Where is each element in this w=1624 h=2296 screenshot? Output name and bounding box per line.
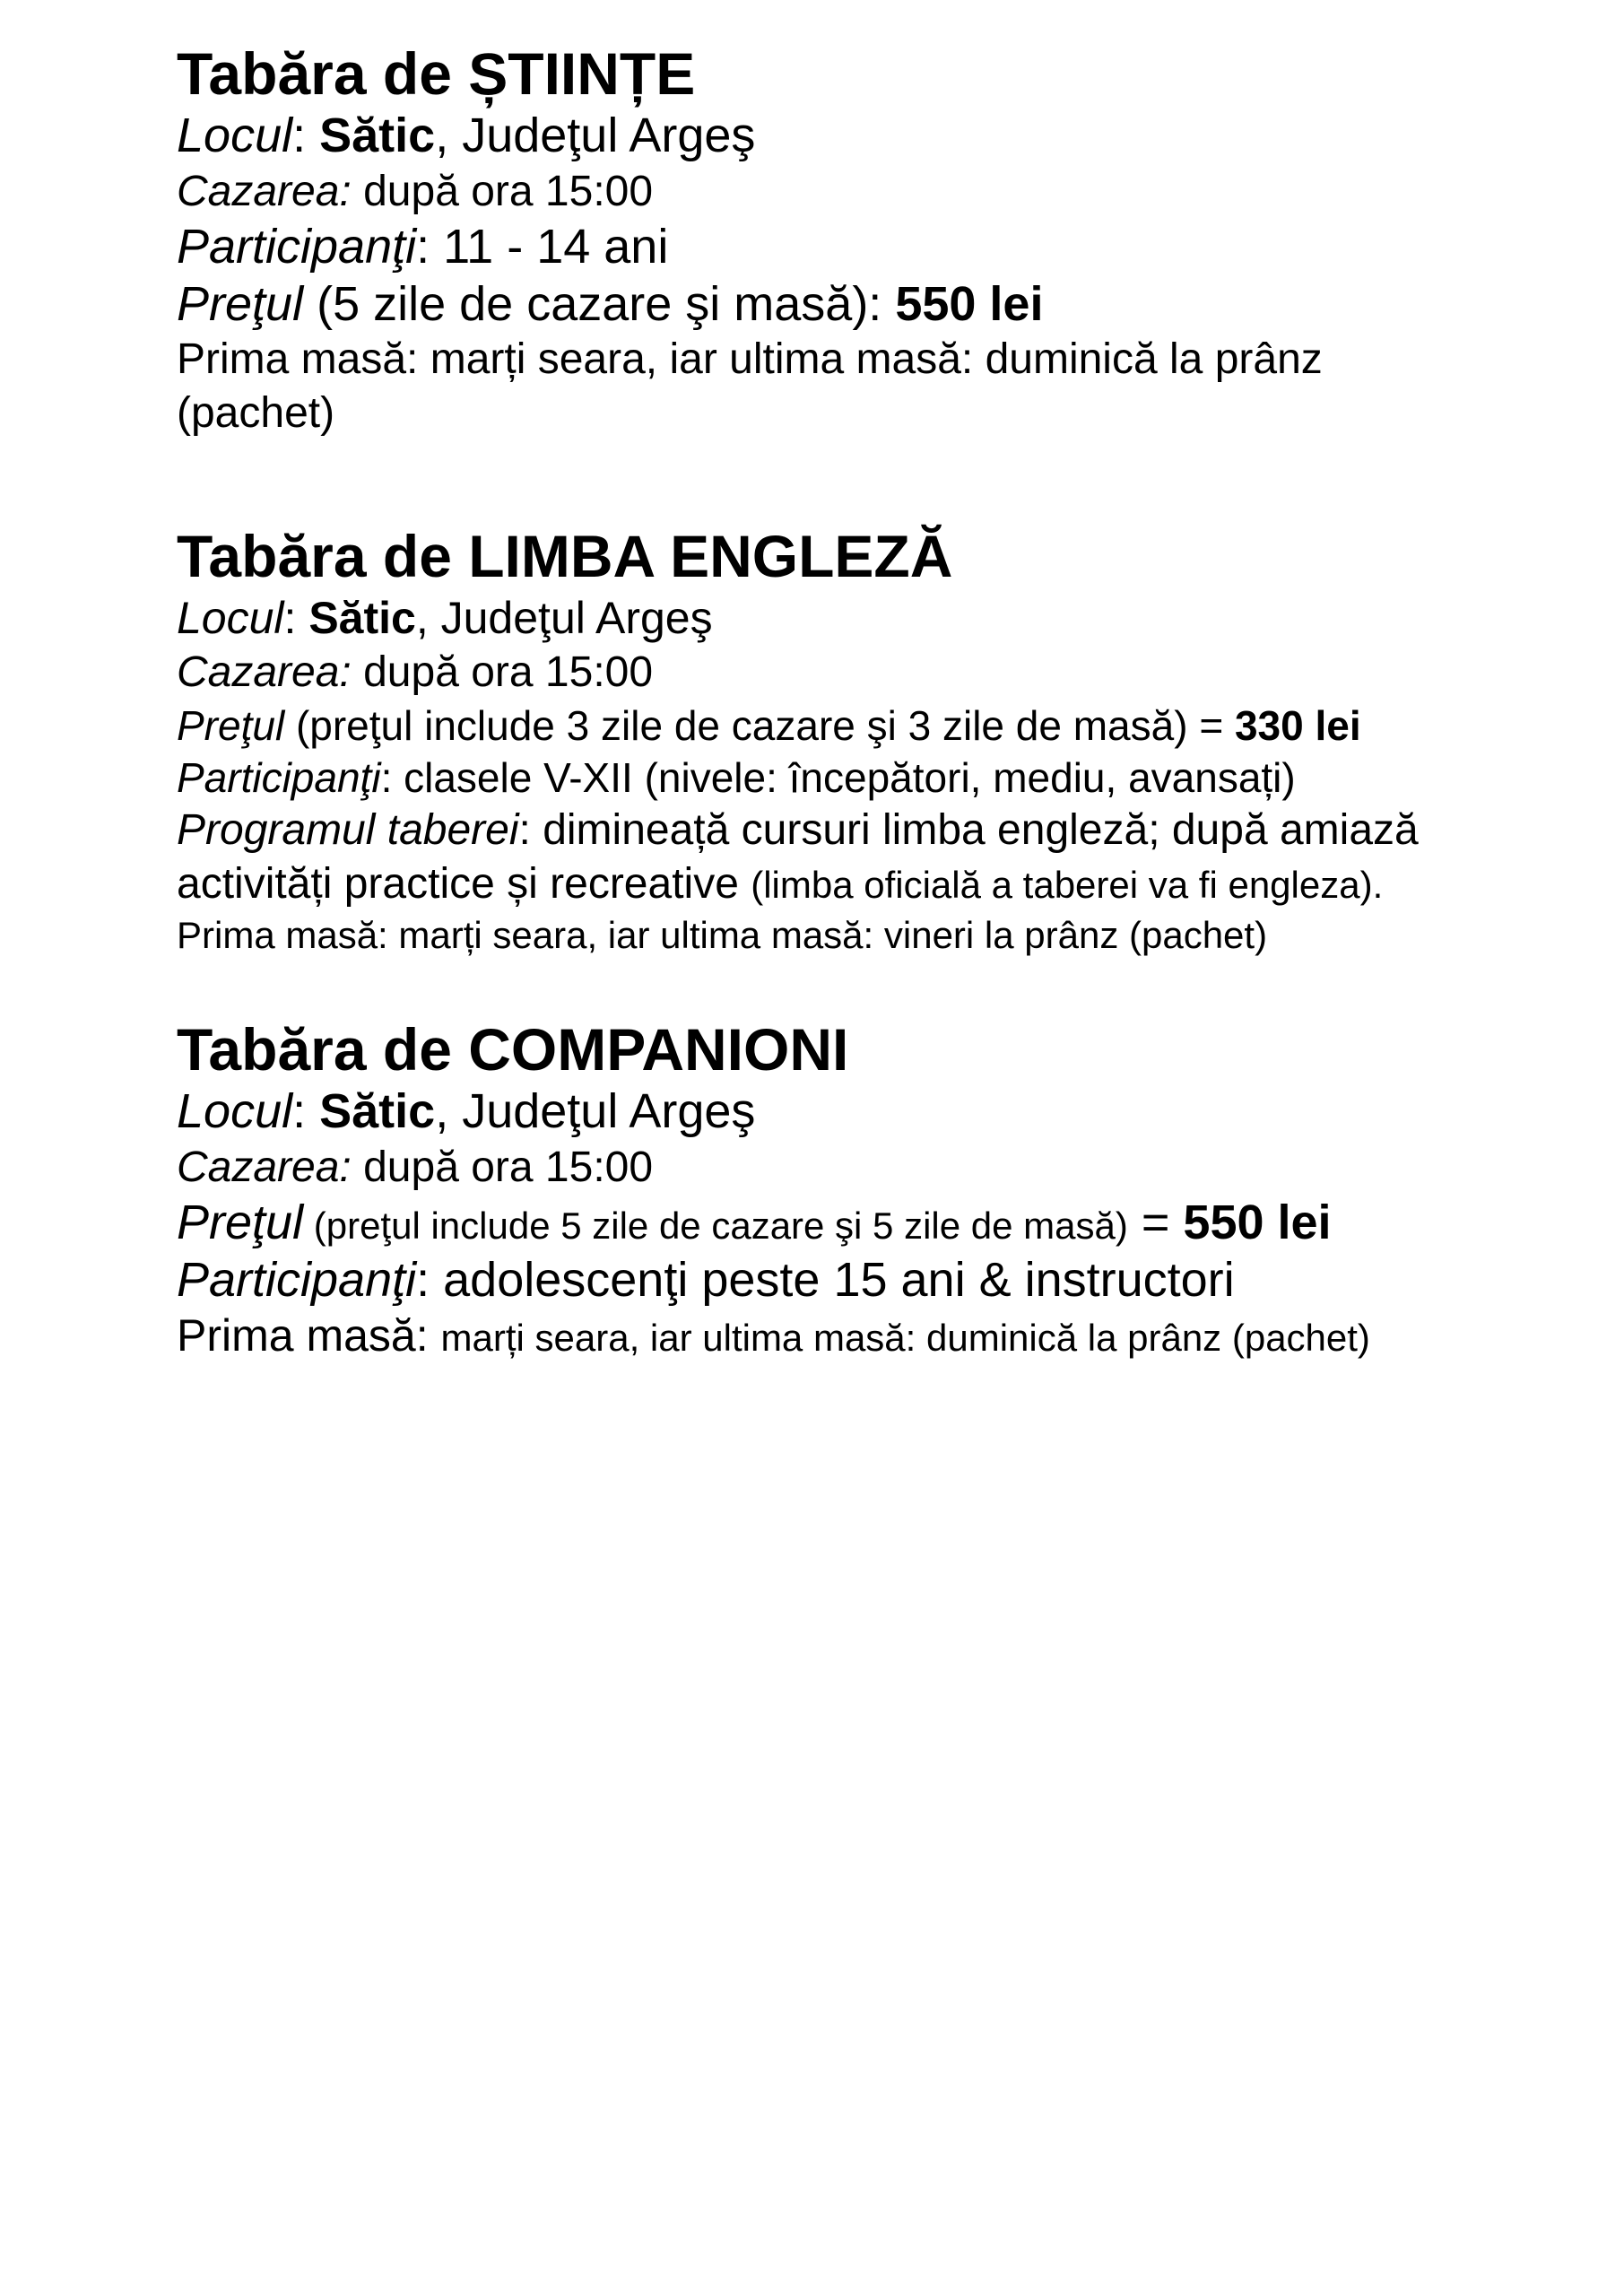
pret-value: 550 lei <box>1183 1195 1332 1249</box>
locul-rest: , Judeţul Argeş <box>415 592 713 643</box>
participanti-line <box>177 752 1576 804</box>
pret-value: 550 lei <box>895 276 1044 331</box>
participanti-value: : clasele V-XII (nivele: începători, mediu, avansați) <box>380 754 1296 802</box>
pret-text: (preţul include 5 zile de cazare şi 5 zile de masă) <box>303 1204 1128 1247</box>
section-stiinte <box>177 40 1576 440</box>
locul-place: Sătic <box>319 1084 436 1139</box>
program-line-2 <box>177 857 1576 911</box>
participanti-line <box>177 219 1576 276</box>
locul-sep: : <box>292 1084 320 1139</box>
pret-text: (5 zile de cazare şi masă): <box>303 276 896 331</box>
program-text-2: activități practice și recreative <box>177 860 751 909</box>
locul-line <box>177 1083 1576 1141</box>
pret-line <box>177 276 1576 334</box>
locul-sep: : <box>283 592 309 643</box>
pret-label: Preţul <box>177 1195 304 1249</box>
pret-eq: = <box>1127 1195 1184 1249</box>
participanti-value: : 11 - 14 ani <box>416 219 669 274</box>
program-text-1: : dimineață cursuri limba engleză; după amiază <box>518 806 1419 855</box>
cazare-line <box>177 1141 1576 1195</box>
participanti-label: Participanţi <box>177 219 417 274</box>
pret-label: Preţul <box>177 701 285 749</box>
cazare-label: Cazarea: <box>177 1143 352 1191</box>
participanti-label: Participanţi <box>177 1252 417 1307</box>
section-title: Tabăra de COMPANIONI <box>177 1016 849 1083</box>
program-label: Programul taberei <box>177 806 519 855</box>
pret-text: (preţul include 3 zile de cazare şi 3 zile de masă) = <box>284 701 1235 749</box>
cazare-label: Cazarea: <box>177 648 352 696</box>
document-page <box>177 40 1576 1363</box>
locul-place: Sătic <box>319 109 436 163</box>
cazare-value: după ora 15:00 <box>351 1143 654 1191</box>
section-companioni <box>177 1016 1576 1363</box>
participanti-label: Participanţi <box>177 754 381 802</box>
locul-rest: , Judeţul Argeş <box>435 109 756 163</box>
pret-line <box>177 1195 1576 1252</box>
masa-line: Prima masă: marți seara, iar ultima masă: duminică la prânz (pachet) <box>177 335 1323 438</box>
section-title: Tabăra de ȘTIINȚE <box>177 40 696 107</box>
program-text-3: (limba oficială a taberei va fi engleza). <box>751 864 1384 907</box>
masa-text: marți seara, iar ultima masă: duminică la prânz (pachet) <box>440 1317 1370 1360</box>
locul-label: Locul <box>177 1084 293 1139</box>
pret-label: Preţul <box>177 276 304 331</box>
cazare-value: după ora 15:00 <box>351 167 654 215</box>
program-line-1 <box>177 804 1576 857</box>
locul-rest: , Judeţul Argeş <box>435 1084 756 1139</box>
masa-label: Prima masă: <box>177 1310 441 1361</box>
pret-line <box>177 700 1576 752</box>
section-title: Tabăra de LIMBA ENGLEZĂ <box>177 523 953 590</box>
section-limba-engleza <box>177 523 1576 961</box>
participanti-line <box>177 1252 1576 1309</box>
locul-line <box>177 591 1576 646</box>
locul-place: Sătic <box>308 592 416 643</box>
cazare-line <box>177 165 1576 219</box>
masa-line: Prima masă: marți seara, iar ultima masă: vineri la prânz (pachet) <box>177 914 1268 957</box>
masa-line <box>177 1309 1576 1363</box>
locul-line <box>177 108 1576 165</box>
cazare-label: Cazarea: <box>177 167 352 215</box>
pret-value: 330 lei <box>1234 701 1361 749</box>
locul-sep: : <box>292 109 320 163</box>
cazare-line <box>177 646 1576 700</box>
cazare-value: după ora 15:00 <box>351 648 654 696</box>
locul-label: Locul <box>177 592 284 643</box>
locul-label: Locul <box>177 109 293 163</box>
participanti-value: : adolescenţi peste 15 ani & instructori <box>416 1252 1235 1307</box>
